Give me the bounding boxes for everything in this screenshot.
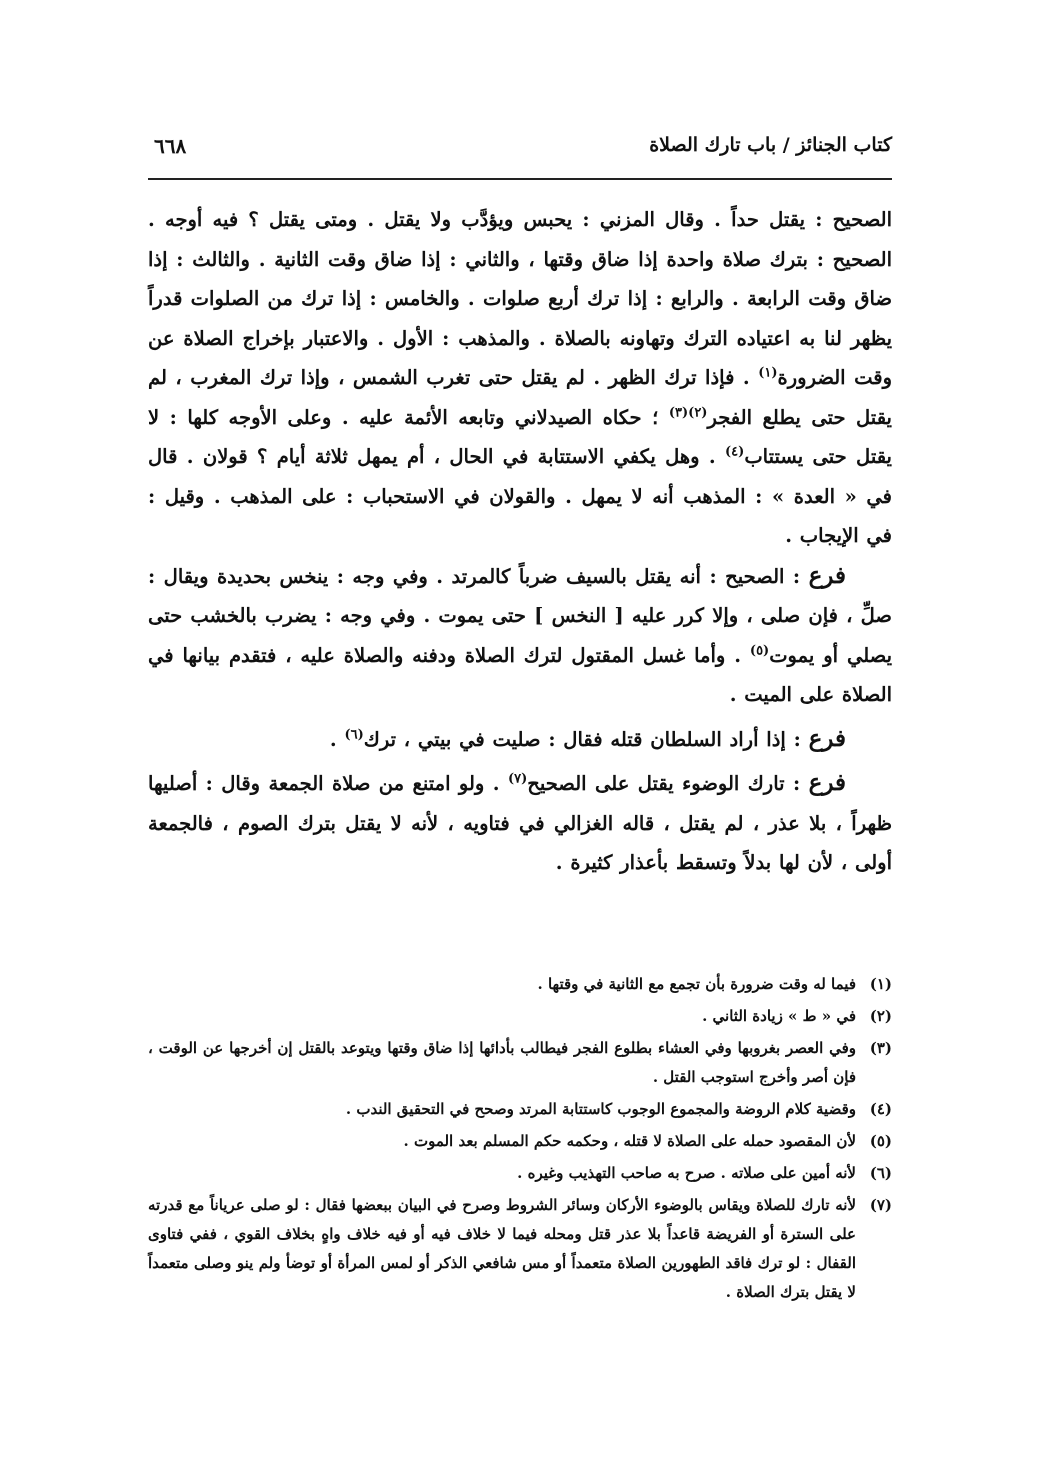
text-run: الصحيح : يقتل حداً . وقال المزني : يحبس ويؤدَّب ولا يقتل . ومتى يقتل ؟ فيه أوجه . الصحيح : بترك صلاة واحدة إذا ضاق وقتها ، والثاني : إذا ضاق وقت الثانية . والثالث : إذا ضاق وقت الرابعة . والرابع : إذا ترك أربع صلوات . والخامس : إذا ترك من الصلوات قدراً يظهر لنا به اعتياده الترك وتهاونه بالصلاة . والمذهب : الأول . والاعتبار بإخراج الصلاة عن وقت الضرورة [148, 208, 892, 389]
paragraph-2 [148, 556, 892, 715]
footnote-6 [148, 1159, 892, 1188]
text-run: ؛ حكاه الصيدلاني وتابعه الأئمة عليه . وعلى الأوجه كلها : لا يقتل حتى يستتاب [148, 405, 892, 468]
text-run: : تارك الوضوء يقتل على الصحيح [527, 772, 809, 795]
text-run: . وهل يكفي الاستتابة في الحال ، أم يمهل ثلاثة أيام ؟ قولان . قال في « العدة » : المذهب أنه لا يمهل . والقولان في الاستحباب : على المذهب . وقيل : في الإيجاب . [148, 445, 892, 547]
section-lead-far: فرع [808, 769, 847, 796]
page-header [148, 130, 892, 170]
footnote-1 [148, 970, 892, 999]
section-lead-far: فرع [808, 561, 846, 589]
footnote-text: في « ط » زيادة الثاني . [702, 1007, 856, 1025]
footnote-ref-6[interactable]: (٦) [344, 727, 364, 742]
footnote-3 [148, 1034, 892, 1092]
paragraph-4 [148, 763, 892, 883]
footnote-text: لأنه تارك للصلاة ويقاس بالوضوء الأركان وسائر الشروط وصرح في البيان ببعضها فقال : لو صلى عرياناً مع قدرته على السترة أو الفريضة قاعداً بلا عذر قتل ومحله فيما لا خلاف فيه أو فيه خلاف واهٍ بخلاف القوي ، ففي فتاوى القفال : لو ترك فاقد الطهورين الصلاة متعمداً أو مس شافعي الذكر أو لمس المرأة أو توضأ ولم ينو وصلى متعمداً لا يقتل بترك الصلاة . [148, 1196, 856, 1301]
footnote-number: (٢) [869, 1007, 892, 1025]
book-page [148, 130, 892, 1350]
footnote-number: (٧) [869, 1196, 892, 1214]
footnote-text: لأنه أمين على صلاته . صرح به صاحب التهذيب وغيره . [517, 1164, 856, 1182]
text-run: : إذا أراد السلطان قتله فقال : صليت في بيتي ، ترك [363, 727, 809, 751]
paragraph-3 [148, 719, 892, 760]
footnote-ref-7[interactable]: (٧) [507, 771, 528, 787]
footnote-text: لأن المقصود حمله على الصلاة لا قتله ، وحكمه حكم المسلم بعد الموت . [403, 1132, 856, 1150]
header-rule [148, 178, 892, 180]
footnote-2 [148, 1002, 892, 1031]
footnotes [148, 970, 892, 1310]
footnote-7 [148, 1191, 892, 1307]
text-run: . [329, 727, 345, 751]
footnote-number: (٣) [869, 1039, 892, 1057]
text-run: : الصحيح : أنه يقتل بالسيف ضرباً كالمرتد . وفي وجه : ينخس بحديدة ويقال : صلِّ ، فإن صلى ، وإلا كرر عليه [ النخس ] حتى يموت . وفي وجه : يضرب بالخشب حتى يصلي أو يموت [148, 564, 892, 667]
footnote-5 [148, 1127, 892, 1156]
footnote-number: (٥) [869, 1132, 892, 1150]
paragraph-1 [148, 200, 892, 556]
text-run: . ولو امتنع من صلاة الجمعة وقال : أصليها ظهراً ، بلا عذر ، لم يقتل ، قاله الغزالي في فتاويه ، لأنه لا يقتل بترك الصوم ، فالجمعة أولى ، لأن لها بدلاً وتسقط بأعذار كثيرة . [148, 772, 892, 874]
footnote-number: (١) [869, 975, 892, 993]
footnote-text: فيما له وقت ضرورة بأن تجمع مع الثانية في وقتها . [537, 975, 856, 993]
footnote-ref-2-3[interactable]: (٢)(٣) [668, 405, 708, 420]
running-title: كتاب الجنائز / باب تارك الصلاة [649, 134, 892, 156]
footnote-text: وقضية كلام الروضة والمجموع الوجوب كاستتابة المرتد وصحح في التحقيق الندب . [345, 1100, 856, 1118]
page-number: ٦٦٨ [154, 134, 187, 158]
text-run: . فإذا ترك الظهر . لم يقتل حتى تغرب الشمس ، وإذا ترك المغرب ، لم يقتل حتى يطلع الفجر [148, 366, 892, 429]
footnote-4 [148, 1095, 892, 1124]
text-run: . وأما غسل المقتول لترك الصلاة ودفنه والصلاة عليه ، فتقدم بيانها في الصلاة على الميت . [148, 643, 892, 706]
footnote-ref-4[interactable]: (٤) [725, 444, 745, 460]
main-text [148, 200, 892, 883]
footnote-ref-5[interactable]: (٥) [749, 643, 770, 658]
footnote-number: (٦) [869, 1164, 892, 1182]
footnote-text: وفي العصر بغروبها وفي العشاء بطلوع الفجر فيطالب بأدائها إذا ضاق وقتها ويتوعد بالقتل إن أخرجها عن الوقت ، فإن أصر وأخرج استوجب القتل . [148, 1039, 856, 1086]
footnote-number: (٤) [869, 1100, 892, 1118]
section-lead-far: فرع [808, 724, 846, 752]
footnote-ref-1[interactable]: (١) [758, 365, 778, 381]
